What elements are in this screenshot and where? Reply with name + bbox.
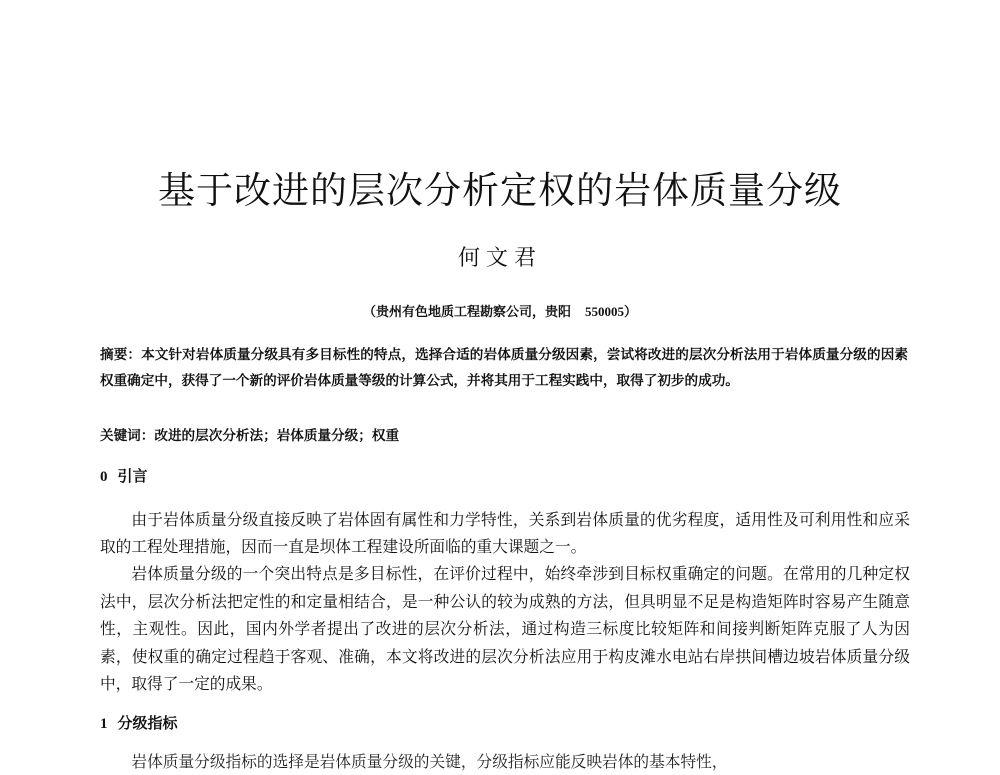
affiliation-zip: 550005） — [585, 304, 638, 319]
section-number: 0 — [100, 469, 108, 485]
author-affiliation — [0, 302, 1000, 323]
body-paragraph: 岩体质量分级的一个突出特点是多目标性，在评价过程中，始终牵涉到目标权重确定的问题。在常用的几种定权法中，层次分析法把定性的和定量相结合，是一种公认的较为成熟的方法，但具明显不足是构造矩阵时容易产生随意性，主观性。因此，国内外学者提出了改进的层次分析法，通过构造三标度比较矩阵和间接判断矩阵克服了人为因素，使权重的确定过程趋于客观、准确，本文将改进的层次分析法应用于构皮滩水电站右岸拱间槽边坡岩体质量分级中，取得了一定的成果。 — [100, 564, 910, 693]
section-heading-introduction — [100, 463, 148, 490]
body-paragraph: 由于岩体质量分级直接反映了岩体固有属性和力学特性，关系到岩体质量的优劣程度，适用性及可利用性和应采取的工程处理措施，因而一直是坝体工程建设所面临的重大课题之一。 — [100, 510, 910, 556]
cut-off-paragraph — [100, 748, 910, 771]
affiliation-text: （贵州有色地质工程勘察公司，贵阳 — [362, 305, 571, 320]
keywords: 关键词：改进的层次分析法；岩体质量分级；权重 — [100, 428, 400, 444]
section-title: 引言 — [117, 467, 148, 485]
paper-title: 基于改进的层次分析定权的岩体质量分级 — [158, 169, 842, 212]
section-heading-grading-indices — [100, 710, 178, 737]
section-number: 1 — [100, 716, 108, 732]
abstract: 摘要：本文针对岩体质量分级具有多目标性的特点，选择合适的岩体质量分级因素，尝试将改进的层次分析法用于岩体质量分级的因素权重确定中，获得了一个新的评价岩体质量等级的计算公式，并将其用于工程实践中，取得了初步的成功。 — [100, 347, 908, 389]
section-title: 分级指标 — [117, 714, 178, 732]
cut-off-text: 岩体质量分级指标的选择是岩体质量分级的关键，分级指标应能反映岩体的基本特性， — [131, 752, 728, 771]
author-name: 何文君 — [457, 246, 542, 271]
